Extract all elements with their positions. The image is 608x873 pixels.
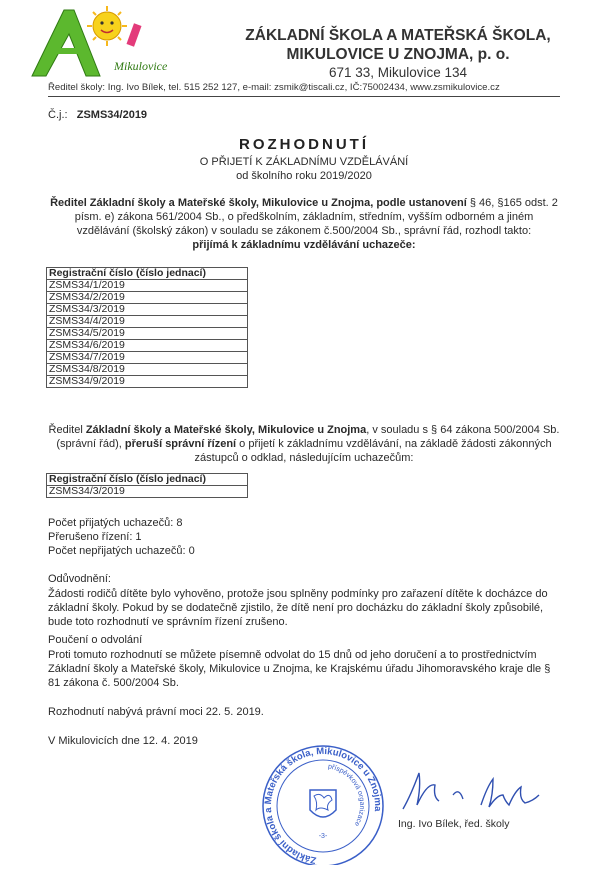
admitted-cell: ZSMS34/5/2019	[47, 328, 248, 340]
admitted-cell: ZSMS34/8/2019	[47, 364, 248, 376]
reference-label: Č.j.:	[48, 109, 68, 121]
legal-force-date: Rozhodnutí nabývá právní moci 22. 5. 2019.	[48, 706, 264, 718]
document-title: ROZHODNUTÍ	[239, 136, 369, 153]
decision-outcome: přijímá k základnímu vzdělávání uchazeče:	[192, 239, 416, 251]
suspended-row	[47, 486, 248, 498]
reasoning-text: Žádosti rodičů dítěte bylo vyhověno, protože jsou splněny podmínky pro zařazení dítěte k docházce do základní školy. Pokud by se dodatečně zjistilo, že dítě není pro docházku do základní školy způsobilé, bude toto rozhodnutí ve správním řízení zrušeno.	[48, 588, 548, 628]
admitted-cell: ZSMS34/4/2019	[47, 316, 248, 328]
admitted-table-header: Registrační číslo (číslo jednací)	[47, 268, 248, 280]
subtitle-line1: O PŘIJETÍ K ZÁKLADNÍMU VZDĚLÁVÁNÍ	[199, 156, 409, 168]
stat-admitted: Počet přijatých uchazečů: 8	[48, 517, 183, 529]
contact-line: Ředitel školy: Ing. Ivo Bílek, tel. 515 252 127, e-mail: zsmik@tiscali.cz, IČ:75002434, www.zsmikulovice.cz	[48, 82, 500, 93]
admitted-row	[47, 328, 248, 340]
suspension-paragraph: Ředitel Základní školy a Mateřské školy, Mikulovice u Znojma, v souladu s § 64 zákona 500/2004 Sb. (správní řád), přeruší správní řízení o přijetí k základnímu vzdělávání, na základě žádosti zákonných zástupců o odklad, následujícím uchazečům:	[48, 424, 560, 464]
stat-rejected: Počet nepřijatých uchazečů: 0	[48, 545, 195, 557]
school-name-inline: Základní školy a Mateřské školy, Mikulovice u Znojma	[85, 424, 367, 436]
stamp-ring-text: Základní škola a Mateřská škola, Mikulovice u Znojma	[262, 745, 384, 865]
admitted-row	[47, 304, 248, 316]
reference-number	[48, 109, 147, 121]
school-stamp	[258, 740, 388, 865]
admitted-table	[46, 267, 248, 388]
subtitle-line2: od školního roku 2019/2020	[236, 170, 372, 182]
stamp-number: -3-	[318, 833, 328, 840]
stamp-inner-text: příspěvková organizace	[327, 763, 366, 828]
suspension-phrase: přeruší správní řízení	[124, 438, 237, 450]
statistics	[48, 516, 195, 558]
svg-text:Základní škola a Mateřská škol	[263, 746, 383, 865]
school-name-line1: ZÁKLADNÍ ŠKOLA A MATEŘSKÁ ŠKOLA,	[245, 27, 551, 44]
admitted-cell: ZSMS34/3/2019	[47, 304, 248, 316]
decision-body: § 46, §165 odst. 2 písm. e) zákona 561/2004 Sb., o předškolním, základním, středním, vyšším odborném a jiném vzdělávání (školský zákon) v souladu se zákonem č.500/2004 Sb., správní řád, rozhodl takto:	[74, 197, 558, 237]
admitted-row	[47, 316, 248, 328]
svg-text:Mikulovice: Mikulovice	[114, 59, 168, 73]
school-name-line2: MIKULOVICE U ZNOJMA, p. o.	[286, 46, 510, 63]
school-address: 671 33, Mikulovice 134	[328, 65, 468, 80]
header-divider	[48, 96, 560, 97]
stat-suspended: Přerušeno řízení: 1	[48, 531, 142, 543]
admitted-cell: ZSMS34/7/2019	[47, 352, 248, 364]
admitted-row	[47, 292, 248, 304]
place-and-date: V Mikulovicích dne 12. 4. 2019	[48, 735, 198, 747]
admitted-row	[47, 352, 248, 364]
signer-name: Ing. Ivo Bílek, řed. školy	[398, 818, 510, 830]
admitted-cell: ZSMS34/9/2019	[47, 376, 248, 388]
school-name	[213, 26, 583, 64]
appeal-text: Proti tomuto rozhodnutí se můžete písemně odvolat do 15 dnů od jeho doručení a to prostřednictvím Základní školy a Mateřské školy, Mikulovice u Znojma, ke Krajskému úřadu Jihomoravského kraje dle § 81 zákona č. 500/2004 Sb.	[48, 649, 551, 689]
admitted-cell: ZSMS34/2/2019	[47, 292, 248, 304]
suspended-table-header: Registrační číslo (číslo jednací)	[47, 474, 248, 486]
decision-intro: Ředitel Základní školy a Mateřské školy, Mikulovice u Znojma, podle ustanovení	[50, 197, 467, 209]
handwritten-signature	[393, 765, 553, 815]
admitted-row	[47, 280, 248, 292]
reasoning-heading: Odůvodnění:	[48, 573, 111, 585]
document-subtitle	[48, 155, 560, 183]
admitted-row	[47, 340, 248, 352]
admitted-cell: ZSMS34/6/2019	[47, 340, 248, 352]
suspended-cell: ZSMS34/3/2019	[47, 486, 248, 498]
school-logo	[22, 4, 168, 80]
decision-paragraph	[48, 196, 560, 252]
admitted-row	[47, 376, 248, 388]
suspended-table	[46, 473, 248, 498]
appeal-heading: Poučení o odvolání	[48, 634, 143, 646]
admitted-cell: ZSMS34/1/2019	[47, 280, 248, 292]
admitted-row	[47, 364, 248, 376]
reference-value: ZSMS34/2019	[76, 109, 148, 121]
